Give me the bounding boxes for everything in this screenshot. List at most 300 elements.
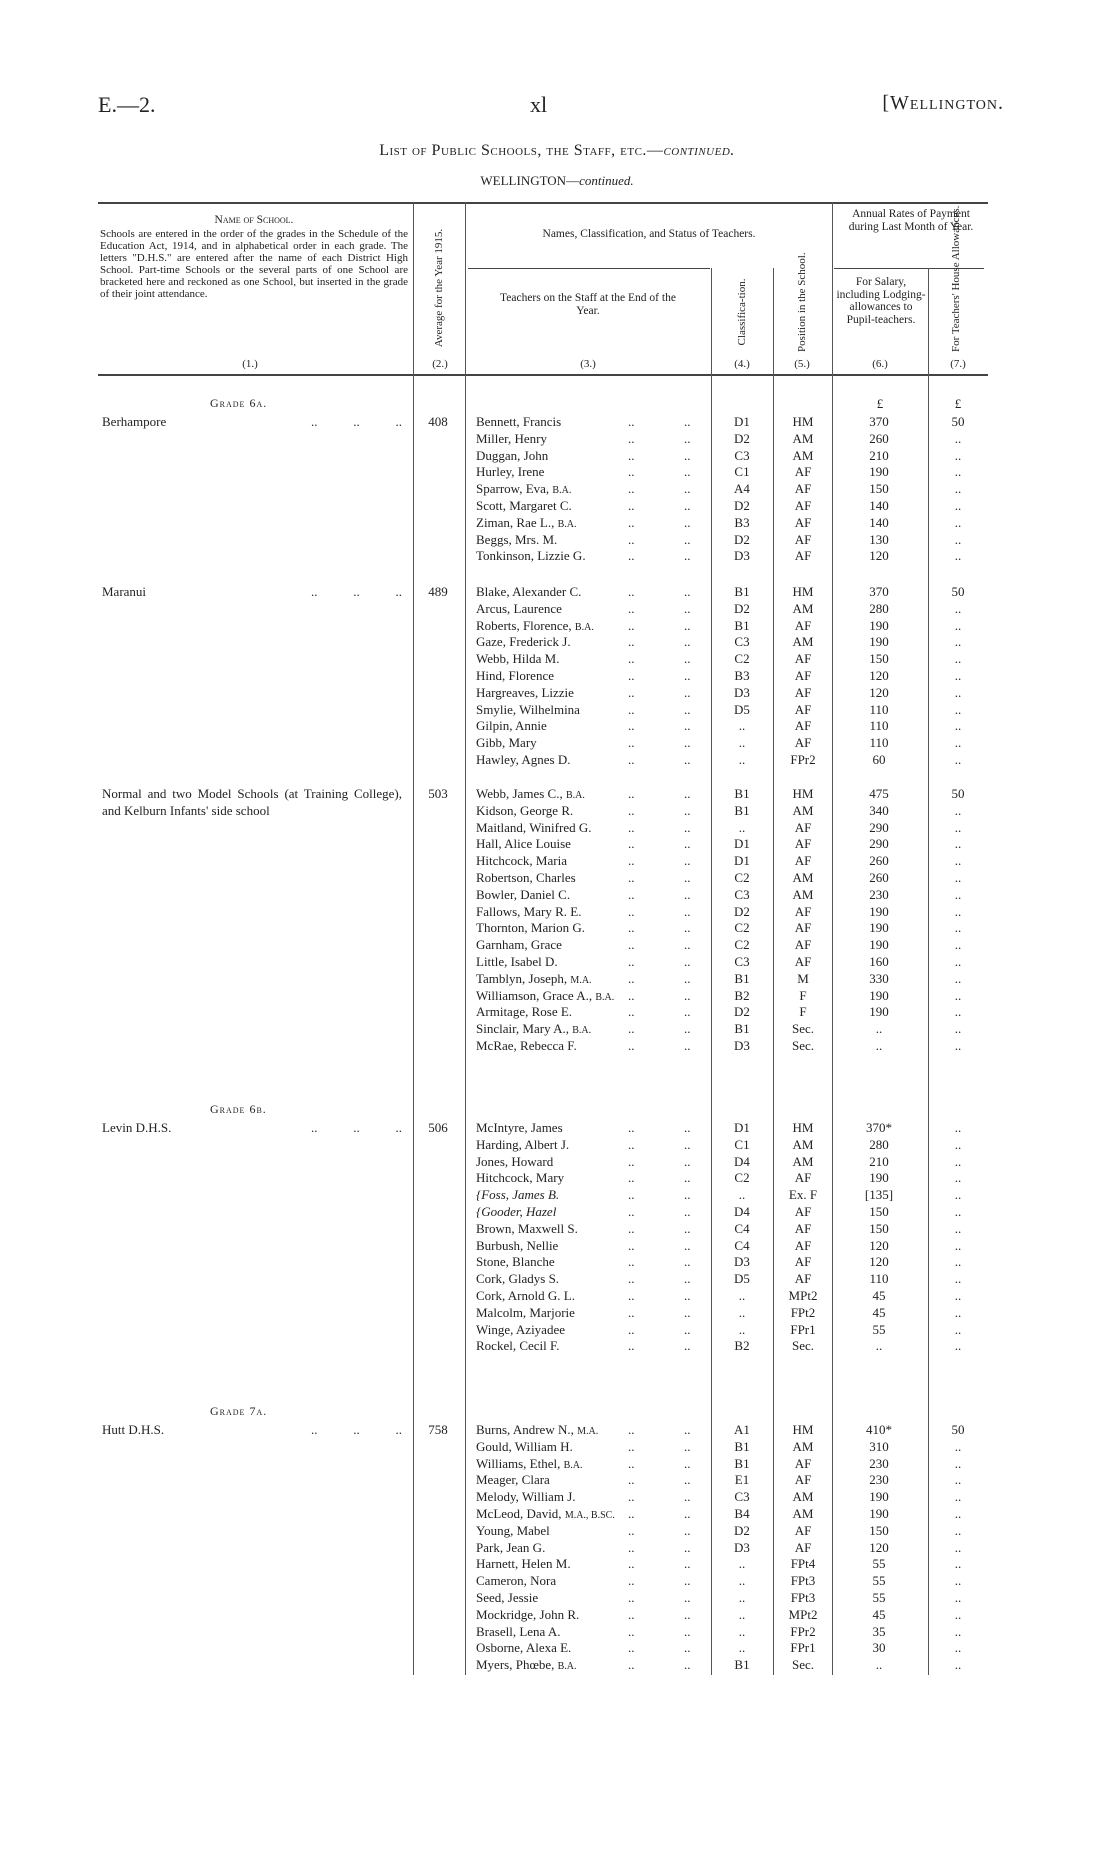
teacher-name-text: Robertson, Charles	[476, 870, 576, 885]
leader-dots: ..	[684, 430, 691, 446]
leader-dots: ..	[684, 1606, 691, 1622]
position-in-school: AM	[792, 430, 814, 446]
leader-dots: ..	[684, 1204, 691, 1219]
teacher-name-text: Smylie, Wilhelmina	[476, 701, 580, 717]
salary: 150	[869, 1204, 889, 1219]
classification: D3	[734, 1539, 750, 1555]
col-number: (4.)	[734, 358, 750, 370]
house-allowance: ..	[954, 870, 962, 885]
teacher-row	[0, 1624, 1114, 1641]
title-text: List of Public Schools, the Staff, etc.—	[379, 142, 664, 159]
teacher-name-text: Fallows, Mary R. E.	[476, 903, 582, 919]
classification: C3	[734, 447, 750, 463]
leader-dots: ..	[684, 668, 691, 683]
teacher-name-text: Sinclair, Mary A.,	[476, 1021, 569, 1037]
leader-dots: ..	[628, 1220, 635, 1236]
teacher-name-text: Gould, William H.	[476, 1438, 573, 1454]
classification: D5	[734, 1271, 750, 1287]
teacher-name-text: Harding, Albert J.	[476, 1136, 570, 1152]
leader-dots: ..	[628, 1506, 635, 1521]
position-in-school: MPt2	[788, 1606, 818, 1622]
teacher-degree: B.A.	[557, 1661, 577, 1673]
leader-dots: ..	[684, 481, 691, 497]
classification: C3	[734, 954, 750, 969]
salary: 310	[869, 1438, 889, 1454]
house-allowance: ..	[954, 1455, 962, 1471]
salary: 190	[869, 634, 889, 650]
teacher-row	[0, 1506, 1114, 1523]
leader-dots: ..	[684, 464, 691, 480]
salary: 150	[869, 1522, 889, 1538]
teacher-name	[476, 752, 570, 771]
teacher-name-text: Garnham, Grace	[476, 937, 562, 953]
teacher-row	[0, 1657, 1114, 1674]
leader-dots: ..	[628, 836, 635, 852]
classification: B2	[734, 1338, 750, 1354]
classification: D3	[734, 1254, 750, 1270]
teacher-row	[0, 718, 1114, 735]
salary: 210	[869, 447, 889, 463]
col4-header: Classifica-tion.	[736, 278, 748, 346]
leader-dots: ..	[628, 1472, 635, 1488]
teacher-row	[0, 618, 1114, 635]
leader-dots: ..	[684, 870, 691, 885]
col3-group-header: Names, Classification, and Status of Teachers.	[542, 228, 756, 240]
teacher-name-text: Cork, Arnold G. L.	[476, 1288, 575, 1303]
teacher-row	[0, 1489, 1114, 1506]
salary: 190	[869, 617, 889, 633]
classification: B1	[734, 1455, 750, 1471]
classification: C2	[734, 870, 750, 885]
leader-dots: ..	[684, 836, 691, 852]
leader-dots: ..	[628, 701, 635, 717]
teacher-name-text: Webb, James C.,	[476, 786, 563, 801]
school-name-text: Hutt D.H.S.	[102, 1422, 165, 1437]
classification: B1	[734, 1021, 750, 1037]
teacher-row	[0, 1238, 1114, 1255]
leader-dots: ..	[684, 718, 691, 734]
position-in-school: AF	[794, 1522, 812, 1538]
salary: ..	[875, 1038, 883, 1053]
salary: 290	[869, 819, 889, 835]
leader-dots: ..	[628, 1573, 635, 1589]
house-allowance: ..	[954, 836, 962, 852]
page-title	[0, 142, 1114, 160]
salary: 230	[869, 1455, 889, 1471]
teacher-row	[0, 464, 1114, 481]
house-allowance: ..	[954, 1321, 962, 1337]
leader-dots: ..	[684, 819, 691, 835]
classification: D2	[734, 1004, 750, 1020]
leader-dots: ..	[684, 1472, 691, 1488]
salary: 110	[869, 735, 889, 751]
classification: B1	[734, 786, 750, 801]
teacher-name-text: Beggs, Mrs. M.	[476, 531, 558, 547]
leader-dots: ..	[628, 954, 635, 969]
teacher-name-text: Roberts, Florence,	[476, 617, 572, 633]
leader-dots: ..	[628, 1640, 635, 1656]
teacher-name	[476, 1657, 577, 1676]
classification: B3	[734, 514, 750, 530]
subtitle-text: WELLINGTON—	[480, 173, 580, 188]
leader-dots: ..	[684, 414, 691, 429]
leader-dots: ..	[628, 1455, 635, 1471]
teacher-degree: M.A., B.SC.	[564, 1510, 615, 1521]
leader-dots: ..	[628, 1539, 635, 1555]
leader-dots: ..	[684, 1590, 691, 1605]
house-allowance: ..	[954, 651, 962, 667]
leader-dots: ..	[684, 903, 691, 919]
position-in-school: M	[797, 970, 809, 986]
leader-dots: ..	[684, 786, 691, 801]
classification: C2	[734, 1170, 750, 1186]
position-in-school: AF	[794, 684, 812, 700]
teacher-name-text: Tamblyn, Joseph,	[476, 970, 568, 986]
salary: 120	[869, 1254, 889, 1270]
leader-dots: ..	[684, 1304, 691, 1320]
classification: B1	[734, 1657, 750, 1673]
classification: ..	[738, 1556, 746, 1572]
house-allowance: ..	[954, 1254, 962, 1270]
leader-dots: ..	[628, 651, 635, 667]
leader-dots: ..	[684, 853, 691, 869]
salary: 130	[869, 531, 889, 547]
position-in-school: HM	[792, 414, 814, 429]
position-in-school: FPr1	[790, 1640, 816, 1656]
leader-dots: ..	[684, 1657, 691, 1673]
position-in-school: HM	[792, 584, 814, 599]
house-allowance: ..	[954, 701, 962, 717]
teacher-row	[0, 1137, 1114, 1154]
house-allowance: ..	[954, 853, 962, 869]
position-in-school: AF	[794, 531, 812, 547]
house-allowance: ..	[954, 600, 962, 616]
leader-dots: ..	[684, 752, 691, 767]
teacher-row	[0, 1271, 1114, 1288]
salary: 190	[869, 920, 889, 936]
teacher-row	[0, 1607, 1114, 1624]
position-in-school: AF	[794, 853, 812, 869]
leader-dots: ..	[684, 1021, 691, 1037]
position-in-school: HM	[792, 1422, 814, 1437]
average-attendance: 489	[428, 584, 448, 599]
house-allowance: ..	[954, 1640, 962, 1656]
position-in-school: FPt3	[790, 1573, 816, 1589]
teacher-row	[0, 887, 1114, 904]
teacher-name-text: Williams, Ethel,	[476, 1455, 561, 1471]
classification: D2	[734, 600, 750, 616]
school-name-text: Normal and two Model Schools (at Training College), and Kelburn Infants' side school	[102, 786, 402, 818]
teacher-degree: B.A.	[565, 790, 585, 801]
house-allowance: 50	[951, 414, 965, 429]
teacher-name-text: Bennett, Francis	[476, 414, 562, 429]
position-in-school: AF	[794, 836, 812, 852]
position-in-school: AF	[794, 920, 812, 936]
teacher-name-text: Hargreaves, Lizzie	[476, 684, 574, 700]
salary: 150	[869, 1220, 889, 1236]
teacher-degree: B.A.	[574, 621, 594, 633]
salary: ..	[875, 1021, 883, 1037]
teacher-degree: B.A.	[552, 485, 572, 497]
teacher-degree: B.A.	[572, 1025, 592, 1037]
teacher-name-text: McLeod, David,	[476, 1506, 562, 1521]
salary: 370	[869, 584, 889, 599]
leader-dots: ..	[628, 548, 635, 564]
salary: 55	[872, 1590, 886, 1605]
leader-dots: ..	[628, 1187, 635, 1203]
salary: [135]	[864, 1187, 894, 1203]
leader-dots: ..	[684, 634, 691, 650]
teacher-row	[0, 1472, 1114, 1489]
salary: 190	[869, 1004, 889, 1020]
position-in-school: AM	[792, 447, 814, 463]
classification: A1	[734, 1422, 750, 1437]
classification: ..	[738, 752, 746, 767]
house-allowance: ..	[954, 1539, 962, 1555]
classification: C3	[734, 634, 750, 650]
teacher-row	[0, 634, 1114, 651]
leader-dots: ..	[628, 802, 635, 818]
house-allowance: ..	[954, 1271, 962, 1287]
house-allowance: ..	[954, 1573, 962, 1589]
leader-dots: ..	[684, 1136, 691, 1152]
position-in-school: AF	[794, 735, 812, 751]
salary: 330	[869, 970, 889, 986]
teacher-name-text: Gilpin, Annie	[476, 718, 547, 734]
house-allowance: ..	[954, 634, 962, 650]
leader-dots: ..	[628, 970, 635, 986]
classification: B4	[734, 1506, 750, 1521]
classification: D2	[734, 531, 750, 547]
teacher-name-text: Miller, Henry	[476, 430, 547, 446]
position-in-school: AF	[794, 1472, 812, 1488]
position-in-school: AF	[794, 1539, 812, 1555]
leader-dots: ..	[628, 718, 635, 734]
leader-dots: ..	[628, 684, 635, 700]
teacher-name-text: Jones, Howard	[476, 1153, 554, 1169]
salary: 110	[869, 718, 889, 734]
teacher-name	[476, 1338, 559, 1357]
leader-dots: ..	[628, 584, 635, 599]
teacher-row	[0, 988, 1114, 1005]
position-in-school: FPt3	[790, 1590, 816, 1605]
salary: 410*	[866, 1422, 892, 1437]
salary: 110	[869, 701, 889, 717]
house-allowance: ..	[954, 819, 962, 835]
house-allowance: 50	[951, 786, 965, 801]
classification: ..	[738, 735, 746, 751]
position-in-school: AF	[794, 718, 812, 734]
col1-title: Name of School.	[214, 214, 294, 226]
col67-group-header: Annual Rates of Payment during Last Month of Year.	[848, 208, 974, 233]
teacher-name-text: Thornton, Marion G.	[476, 920, 586, 936]
position-in-school: AM	[792, 1489, 814, 1505]
leader-dots: ..	[628, 1321, 635, 1337]
teacher-name-text: Cork, Gladys S.	[476, 1271, 560, 1287]
classification: C4	[734, 1220, 750, 1236]
teacher-row	[0, 685, 1114, 702]
col-number: (5.)	[794, 358, 810, 370]
table-top-rule	[98, 202, 988, 204]
position-in-school: HM	[792, 786, 814, 801]
classification: D3	[734, 548, 750, 564]
house-allowance: 50	[951, 1422, 965, 1437]
house-allowance: 50	[951, 584, 965, 599]
teacher-name-text: Brown, Maxwell S.	[476, 1220, 578, 1236]
col-number: (2.)	[432, 358, 448, 370]
position-in-school: AF	[794, 701, 812, 717]
classification: ..	[738, 819, 746, 835]
house-allowance: ..	[954, 430, 962, 446]
position-in-school: AM	[792, 600, 814, 616]
teacher-row	[0, 431, 1114, 448]
grade-heading: Grade 6a.	[210, 396, 268, 410]
salary: 55	[872, 1556, 886, 1572]
classification: C2	[734, 937, 750, 953]
title-italic: continued.	[663, 142, 735, 159]
position-in-school: AF	[794, 1237, 812, 1253]
col3-header: Teachers on the Staff at the End of the Year.	[500, 292, 676, 317]
leader-dots: ..	[628, 1254, 635, 1270]
leader-dots: ..	[684, 1522, 691, 1538]
classification: B2	[734, 987, 750, 1003]
teacher-row	[0, 1021, 1114, 1038]
position-in-school: AM	[792, 886, 814, 902]
position-in-school: AF	[794, 903, 812, 919]
classification: D2	[734, 498, 750, 513]
teacher-degree: B.A.	[557, 518, 577, 530]
average-attendance: 758	[428, 1422, 448, 1437]
leader-dots: ..	[628, 634, 635, 650]
salary: 260	[869, 853, 889, 869]
grade-heading: Grade 6b.	[210, 1102, 267, 1116]
classification: B1	[734, 584, 750, 599]
col2-header: Average for the Year 1915.	[433, 228, 445, 348]
teacher-row	[0, 1590, 1114, 1607]
teacher-name-text: {Gooder, Hazel	[476, 1204, 557, 1219]
leader-dots: ..	[628, 819, 635, 835]
teacher-degree: M.A.	[570, 974, 592, 986]
salary: ..	[875, 1338, 883, 1354]
teacher-row	[0, 1305, 1114, 1322]
teacher-name-text: Hitchcock, Mary	[476, 1170, 565, 1186]
position-in-school: Sec.	[791, 1338, 815, 1354]
teacher-name-text: Hawley, Agnes D.	[476, 752, 571, 767]
leader-dots: ..	[684, 1539, 691, 1555]
teacher-name-text: Gibb, Mary	[476, 735, 537, 751]
teacher-row	[0, 820, 1114, 837]
house-allowance: ..	[954, 1288, 962, 1303]
leader-dots: ..	[684, 651, 691, 667]
leader-dots: ..	[684, 514, 691, 530]
salary: 210	[869, 1153, 889, 1169]
teacher-row	[0, 498, 1114, 515]
house-allowance: ..	[954, 447, 962, 463]
position-in-school: AF	[794, 1204, 812, 1219]
leader-dots: ..	[628, 735, 635, 751]
leader-dots: ..	[684, 600, 691, 616]
salary: 35	[872, 1623, 886, 1639]
teacher-row	[0, 786, 1114, 803]
leader-dots: ..	[684, 987, 691, 1003]
classification: B1	[734, 617, 750, 633]
school-name-text: Maranui	[102, 584, 147, 599]
leader-dots: ..	[628, 1422, 635, 1437]
leader-dots: ..	[628, 1438, 635, 1454]
leader-dots: ..	[628, 617, 635, 633]
teacher-row	[0, 532, 1114, 549]
teacher-name-text: Hitchcock, Maria	[476, 853, 567, 869]
salary: 140	[869, 514, 889, 530]
classification: D1	[734, 836, 750, 852]
house-allowance: ..	[954, 802, 962, 818]
leader-dots: ..	[628, 1204, 635, 1219]
house-allowance: ..	[954, 718, 962, 734]
leader-dots: ..	[628, 668, 635, 683]
teacher-row	[0, 1338, 1114, 1355]
teacher-row	[0, 1456, 1114, 1473]
house-allowance: ..	[954, 903, 962, 919]
leader-dots: ..	[628, 481, 635, 497]
teacher-row	[0, 702, 1114, 719]
salary: 230	[869, 1472, 889, 1488]
position-in-school: AM	[792, 1506, 814, 1521]
position-in-school: AM	[792, 1153, 814, 1169]
running-head: [Wellington.	[882, 92, 1004, 114]
salary: 110	[869, 1271, 889, 1287]
position-in-school: FPr1	[790, 1321, 816, 1337]
teacher-row	[0, 870, 1114, 887]
salary: 190	[869, 937, 889, 953]
leader-dots: ..	[684, 1338, 691, 1354]
teacher-name-text: Gaze, Frederick J.	[476, 634, 571, 650]
house-allowance: ..	[954, 735, 962, 751]
salary: 260	[869, 430, 889, 446]
leader-dots: ..	[628, 414, 635, 429]
teacher-row	[0, 1573, 1114, 1590]
salary: 30	[872, 1640, 886, 1656]
col-number: (6.)	[872, 358, 888, 370]
teacher-name-text: Bowler, Daniel C.	[476, 886, 571, 902]
salary: 120	[869, 1539, 889, 1555]
leader-dots: ..	[684, 735, 691, 751]
leader-dots: ..	[628, 514, 635, 530]
classification: C4	[734, 1237, 750, 1253]
leader-dots: ..	[628, 1237, 635, 1253]
leader-dots: ..	[684, 1489, 691, 1505]
teacher-name-text: Myers, Phœbe,	[476, 1657, 555, 1673]
leader-dots: ..	[628, 447, 635, 463]
teacher-row	[0, 803, 1114, 820]
classification: ..	[738, 1623, 746, 1639]
classification: B1	[734, 802, 750, 818]
teacher-row	[0, 1422, 1114, 1439]
average-attendance: 408	[428, 414, 448, 429]
house-allowance: ..	[954, 1187, 962, 1203]
house-allowance: ..	[954, 684, 962, 700]
position-in-school: AF	[794, 819, 812, 835]
classification: D2	[734, 903, 750, 919]
leader-dots: ..	[684, 548, 691, 564]
position-in-school: AF	[794, 1170, 812, 1186]
leader-dots: ..	[628, 1338, 635, 1354]
position-in-school: AM	[792, 802, 814, 818]
leader-dots: ..	[628, 1170, 635, 1186]
teacher-row	[0, 1540, 1114, 1557]
position-in-school: AF	[794, 481, 812, 497]
leader-dots: ..	[684, 684, 691, 700]
house-allowance: ..	[954, 886, 962, 902]
